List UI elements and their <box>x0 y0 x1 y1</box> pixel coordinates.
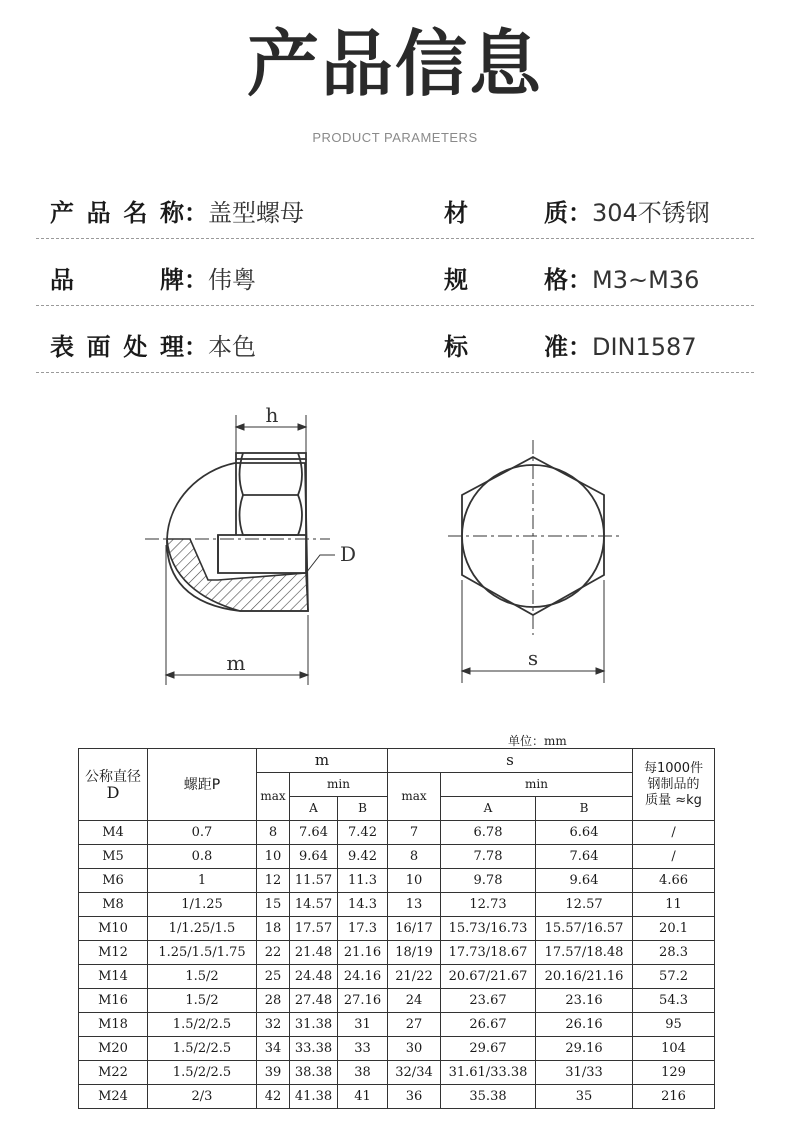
table-body <box>79 821 715 1109</box>
section-hatch <box>167 539 308 611</box>
cell-m-max: 22 <box>257 941 290 965</box>
cell-s-max: 13 <box>388 893 441 917</box>
cell-m-min-a: 38.38 <box>290 1061 338 1085</box>
cell-diameter: M8 <box>79 893 148 917</box>
cell-m-min-b: 14.3 <box>338 893 388 917</box>
cell-s-min-a: 20.67/21.67 <box>441 965 536 989</box>
spec-value: 本色 <box>208 333 256 361</box>
cell-weight: 11 <box>633 893 715 917</box>
unit-label: 单位：mm <box>508 734 567 748</box>
table-row <box>79 1085 715 1109</box>
cell-m-max: 10 <box>257 845 290 869</box>
cell-m-min-a: 41.38 <box>290 1085 338 1109</box>
table-row <box>79 845 715 869</box>
header-s-max: max <box>388 773 441 821</box>
cell-m-min-a: 24.48 <box>290 965 338 989</box>
cell-diameter: M18 <box>79 1013 148 1037</box>
cell-pitch: 1.5/2/2.5 <box>148 1013 257 1037</box>
cell-s-min-b: 31/33 <box>536 1061 633 1085</box>
dim-label-m: m <box>226 651 246 675</box>
cell-diameter: M22 <box>79 1061 148 1085</box>
cell-m-min-a: 9.64 <box>290 845 338 869</box>
cell-s-max: 24 <box>388 989 441 1013</box>
cell-m-max: 32 <box>257 1013 290 1037</box>
cell-weight: 57.2 <box>633 965 715 989</box>
cell-s-max: 8 <box>388 845 441 869</box>
dim-label-s: s <box>527 646 539 670</box>
table-row <box>79 941 715 965</box>
cell-weight: 216 <box>633 1085 715 1109</box>
cell-m-min-b: 27.16 <box>338 989 388 1013</box>
dim-label-h: h <box>265 403 279 427</box>
spec-size: 规格：M3~M36 <box>444 266 700 294</box>
cell-s-min-a: 26.67 <box>441 1013 536 1037</box>
cell-m-min-a: 31.38 <box>290 1013 338 1037</box>
cell-m-min-b: 31 <box>338 1013 388 1037</box>
spec-value: DIN1587 <box>592 333 697 361</box>
cell-m-min-a: 7.64 <box>290 821 338 845</box>
spec-value: 盖型螺母 <box>208 199 304 227</box>
table-row <box>79 917 715 941</box>
cell-weight: 4.66 <box>633 869 715 893</box>
spec-material: 材质：304不锈钢 <box>444 199 710 227</box>
header-pitch: 螺距P <box>148 749 257 821</box>
cell-diameter: M24 <box>79 1085 148 1109</box>
cell-s-min-b: 17.57/18.48 <box>536 941 633 965</box>
cell-m-min-b: 11.3 <box>338 869 388 893</box>
cell-m-min-a: 21.48 <box>290 941 338 965</box>
cell-diameter: M14 <box>79 965 148 989</box>
cell-diameter: M12 <box>79 941 148 965</box>
dim-label-d: D <box>340 542 357 566</box>
cell-s-min-a: 31.61/33.38 <box>441 1061 536 1085</box>
header-m-max: max <box>257 773 290 821</box>
cell-m-min-a: 17.57 <box>290 917 338 941</box>
cell-s-min-b: 15.57/16.57 <box>536 917 633 941</box>
table-row <box>79 869 715 893</box>
page-subtitle: PRODUCT PARAMETERS <box>312 130 478 145</box>
parameter-table <box>78 748 715 1109</box>
cell-pitch: 1/1.25 <box>148 893 257 917</box>
cell-s-min-a: 23.67 <box>441 989 536 1013</box>
spec-surface: 表面处理：本色 <box>50 333 256 361</box>
spec-label: 表面处理 <box>50 333 184 361</box>
cell-s-min-a: 6.78 <box>441 821 536 845</box>
header-m: m <box>257 749 388 773</box>
d-leader <box>306 555 335 573</box>
spec-value: 304不锈钢 <box>592 199 710 227</box>
spec-label: 规格 <box>444 266 568 294</box>
cell-weight: 104 <box>633 1037 715 1061</box>
cell-s-max: 30 <box>388 1037 441 1061</box>
header-m-min: min <box>290 773 388 797</box>
spec-label: 材质 <box>444 199 568 227</box>
cell-m-min-b: 17.3 <box>338 917 388 941</box>
table-row <box>79 965 715 989</box>
table-row <box>79 1061 715 1085</box>
cell-m-max: 15 <box>257 893 290 917</box>
cell-s-min-b: 9.64 <box>536 869 633 893</box>
spec-label: 标准 <box>444 333 568 361</box>
spec-standard: 标准：DIN1587 <box>444 333 697 361</box>
cell-s-max: 32/34 <box>388 1061 441 1085</box>
spec-product-name: 产品名称：盖型螺母 <box>50 199 304 227</box>
cell-pitch: 1.25/1.5/1.75 <box>148 941 257 965</box>
cell-pitch: 0.8 <box>148 845 257 869</box>
header-m-a: A <box>290 797 338 821</box>
header-s-b: B <box>536 797 633 821</box>
header-s-min: min <box>441 773 633 797</box>
cell-diameter: M5 <box>79 845 148 869</box>
cell-s-min-b: 35 <box>536 1085 633 1109</box>
cell-pitch: 1 <box>148 869 257 893</box>
cell-m-max: 18 <box>257 917 290 941</box>
spec-brand: 品牌：伟粤 <box>50 266 256 294</box>
cell-m-min-b: 24.16 <box>338 965 388 989</box>
cell-weight: 28.3 <box>633 941 715 965</box>
cell-s-min-b: 20.16/21.16 <box>536 965 633 989</box>
cell-m-min-b: 33 <box>338 1037 388 1061</box>
cell-weight: 129 <box>633 1061 715 1085</box>
cell-m-min-b: 41 <box>338 1085 388 1109</box>
cell-s-max: 27 <box>388 1013 441 1037</box>
cell-s-min-b: 23.16 <box>536 989 633 1013</box>
cell-m-min-a: 33.38 <box>290 1037 338 1061</box>
cell-weight: 20.1 <box>633 917 715 941</box>
header-m-b: B <box>338 797 388 821</box>
cap-nut-drawing <box>40 395 760 705</box>
cell-diameter: M16 <box>79 989 148 1013</box>
table-row <box>79 1037 715 1061</box>
cell-s-max: 18/19 <box>388 941 441 965</box>
cell-pitch: 1.5/2 <box>148 965 257 989</box>
cell-s-min-b: 7.64 <box>536 845 633 869</box>
header-s: s <box>388 749 633 773</box>
cell-m-max: 8 <box>257 821 290 845</box>
spec-value: 伟粤 <box>208 266 256 294</box>
cell-m-min-a: 11.57 <box>290 869 338 893</box>
cell-weight: / <box>633 821 715 845</box>
cell-s-min-a: 9.78 <box>441 869 536 893</box>
cell-diameter: M6 <box>79 869 148 893</box>
cell-s-min-a: 17.73/18.67 <box>441 941 536 965</box>
cell-pitch: 1.5/2 <box>148 989 257 1013</box>
spec-row-2 <box>36 255 754 306</box>
cell-m-max: 28 <box>257 989 290 1013</box>
cell-weight: / <box>633 845 715 869</box>
header-diameter: 公称直径 D <box>79 749 148 821</box>
table-row <box>79 893 715 917</box>
cell-pitch: 0.7 <box>148 821 257 845</box>
header-weight: 每1000件 钢制品的 质量 ≈kg <box>633 749 715 821</box>
cell-s-max: 21/22 <box>388 965 441 989</box>
cell-pitch: 1.5/2/2.5 <box>148 1061 257 1085</box>
cell-s-max: 10 <box>388 869 441 893</box>
cell-s-min-a: 29.67 <box>441 1037 536 1061</box>
cell-diameter: M10 <box>79 917 148 941</box>
spec-row-1 <box>36 188 754 239</box>
cell-m-min-b: 21.16 <box>338 941 388 965</box>
cell-m-min-b: 7.42 <box>338 821 388 845</box>
cell-s-min-a: 7.78 <box>441 845 536 869</box>
cell-s-max: 16/17 <box>388 917 441 941</box>
cell-m-min-a: 14.57 <box>290 893 338 917</box>
cell-s-min-b: 26.16 <box>536 1013 633 1037</box>
cell-m-min-a: 27.48 <box>290 989 338 1013</box>
table-row <box>79 989 715 1013</box>
spec-label: 品牌 <box>50 266 184 294</box>
cell-m-min-b: 9.42 <box>338 845 388 869</box>
cell-pitch: 1/1.25/1.5 <box>148 917 257 941</box>
cell-weight: 95 <box>633 1013 715 1037</box>
cell-m-max: 39 <box>257 1061 290 1085</box>
cell-s-min-a: 12.73 <box>441 893 536 917</box>
cell-s-min-a: 15.73/16.73 <box>441 917 536 941</box>
cell-s-min-b: 12.57 <box>536 893 633 917</box>
cell-diameter: M20 <box>79 1037 148 1061</box>
cell-m-max: 12 <box>257 869 290 893</box>
table-row <box>79 1013 715 1037</box>
table-row <box>79 821 715 845</box>
page-title: 产品信息 <box>246 22 543 106</box>
cell-m-max: 25 <box>257 965 290 989</box>
spec-label: 产品名称 <box>50 199 184 227</box>
cell-s-min-b: 6.64 <box>536 821 633 845</box>
cell-m-min-b: 38 <box>338 1061 388 1085</box>
cell-m-max: 42 <box>257 1085 290 1109</box>
spec-row-3 <box>36 322 754 373</box>
cell-diameter: M4 <box>79 821 148 845</box>
cell-s-max: 36 <box>388 1085 441 1109</box>
front-center-lines <box>448 440 622 635</box>
cell-m-max: 34 <box>257 1037 290 1061</box>
cell-pitch: 1.5/2/2.5 <box>148 1037 257 1061</box>
cell-s-min-b: 29.16 <box>536 1037 633 1061</box>
cell-s-min-a: 35.38 <box>441 1085 536 1109</box>
cell-pitch: 2/3 <box>148 1085 257 1109</box>
cell-s-max: 7 <box>388 821 441 845</box>
cell-weight: 54.3 <box>633 989 715 1013</box>
header-s-a: A <box>441 797 536 821</box>
spec-value: M3~M36 <box>592 266 700 294</box>
